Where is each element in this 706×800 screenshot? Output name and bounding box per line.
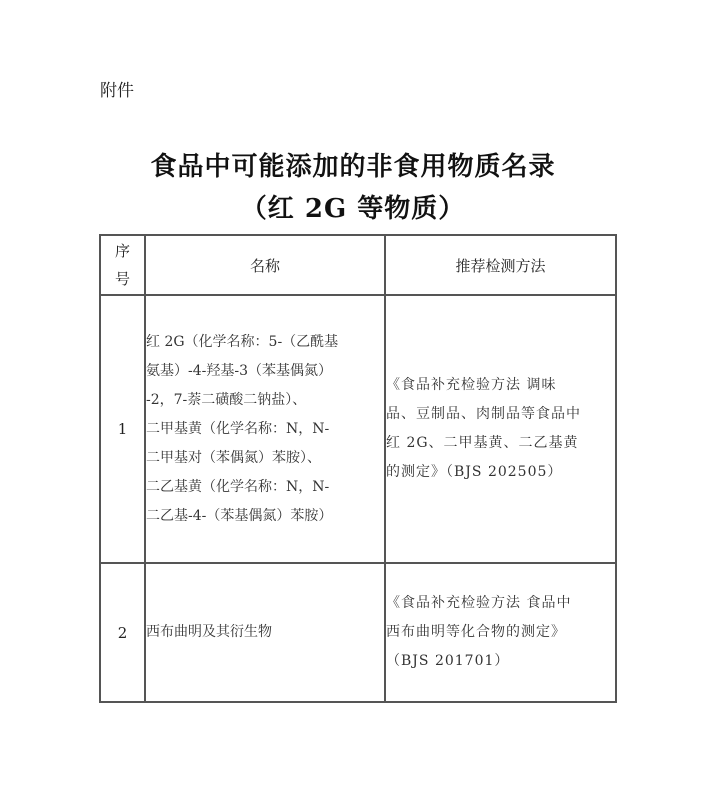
row-number: 1 [100, 295, 145, 563]
table-header-row [100, 235, 616, 295]
substance-name [145, 295, 385, 563]
detection-method [385, 563, 616, 702]
name-line: 二甲基对（苯偶氮）苯胺）、 [146, 449, 321, 466]
method-line: 品、豆制品、肉制品等食品中 [386, 406, 581, 422]
header-number-line1: 序 [114, 242, 130, 260]
method-line: 红 2G、二甲基黄、二乙基黄 [386, 435, 579, 451]
substance-table [99, 234, 617, 703]
name-line: 二甲基黄（化学名称：N，N- [146, 420, 330, 437]
header-number [100, 235, 145, 295]
document-title: 食品中可能添加的非食用物质名录 [150, 152, 556, 182]
substance-name [145, 563, 385, 702]
attachment-label: 附件 [100, 81, 134, 101]
method-line: 的测定》（BJS 202505） [386, 464, 563, 480]
table-row [100, 295, 616, 563]
method-line: 《食品补充检验方法 调味 [386, 377, 557, 393]
detection-method [385, 295, 616, 563]
name-line: -2，7-萘二磺酸二钠盐）、 [146, 391, 307, 408]
method-line: （BJS 201701） [386, 653, 510, 669]
header-name: 名称 [145, 235, 385, 295]
method-line: 西布曲明等化合物的测定》 [386, 624, 566, 640]
name-line: 氨基）-4-羟基-3（苯基偶氮） [146, 362, 333, 379]
header-method: 推荐检测方法 [385, 235, 616, 295]
name-line: 二乙基-4-（苯基偶氮）苯胺） [146, 507, 333, 524]
header-number-line2: 号 [114, 270, 130, 288]
name-line: 西布曲明及其衍生物 [146, 624, 272, 640]
table-row [100, 563, 616, 702]
document-subtitle: （红 2G 等物质） [240, 194, 466, 224]
row-number: 2 [100, 563, 145, 702]
name-line: 红 2G（化学名称：5-（乙酰基 [146, 333, 339, 350]
method-line: 《食品补充检验方法 食品中 [386, 595, 572, 611]
name-line: 二乙基黄（化学名称：N，N- [146, 478, 330, 495]
